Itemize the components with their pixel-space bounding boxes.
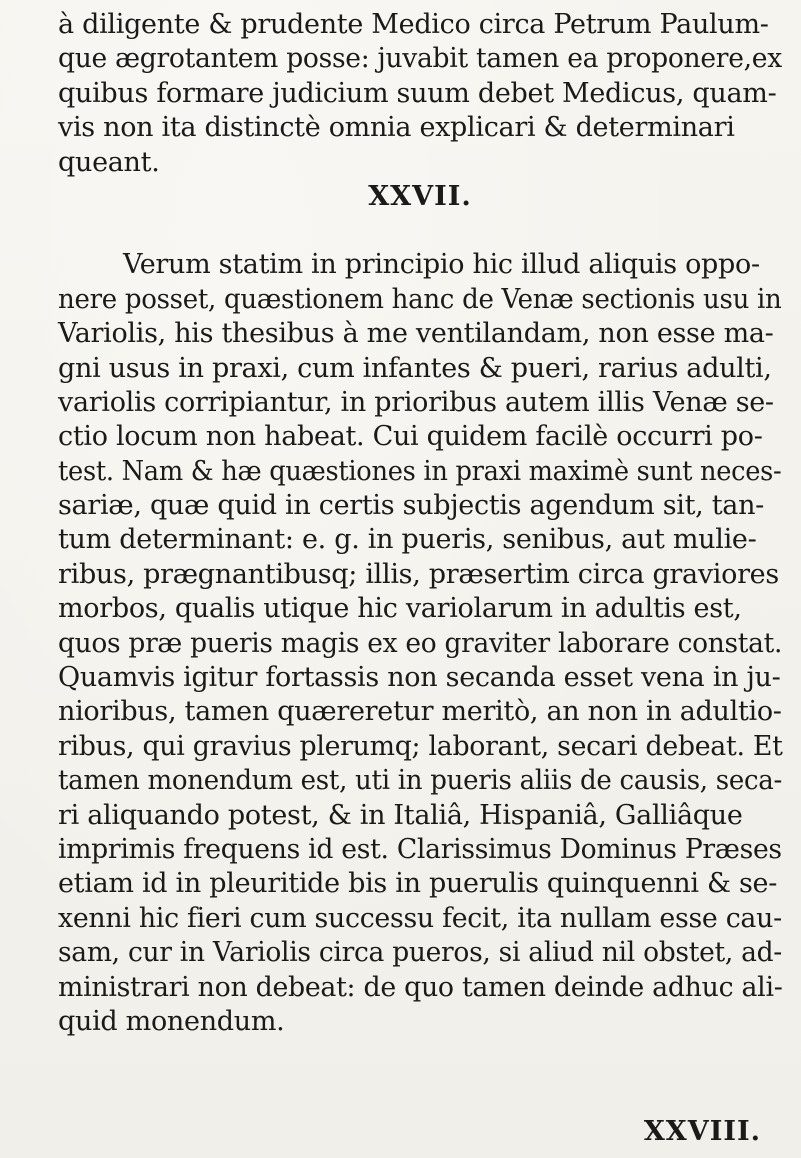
- spacer: [58, 214, 782, 248]
- text-line: à diligente & prudente Medico circa Petrum Paulum-: [58, 9, 769, 40]
- text-line: tamen monendum est, uti in pueris aliis de causis, seca-: [58, 765, 783, 797]
- text-body: [58, 8, 782, 1039]
- text-line: gni usus in praxi, cum infantes & pueri, rarius adulti,: [58, 352, 772, 384]
- text-line: ribus, prægnantibusq; illis, præsertim circa graviores: [58, 558, 779, 590]
- catchword: XXVIII.: [643, 1116, 761, 1147]
- text-line: quibus formare judicium suum debet Medicus, quam-: [58, 77, 777, 109]
- text-line: Variolis, his thesibus à me ventilandam, non esse ma-: [58, 318, 774, 350]
- text-line: que ægrotantem posse: juvabit tamen ea proponere,ex: [58, 43, 782, 75]
- text-line: sam, cur in Variolis circa pueros, si aliud nil obstet, ad-: [58, 937, 782, 969]
- text-line: queant.: [58, 146, 160, 178]
- text-line: morbos, qualis utique hic variolarum in adultis est,: [58, 593, 742, 625]
- text-line: xenni hic fieri cum successu fecit, ita nullam esse cau-: [58, 902, 782, 934]
- text-line: test. Nam & hæ quæstiones in praxi maximè sunt neces-: [58, 455, 782, 487]
- text-line: nere posset, quæstionem hanc de Venæ sectionis usu in: [58, 283, 782, 315]
- section-heading: XXVII.: [368, 180, 472, 212]
- text-line: ri aliquando potest, & in Italiâ, Hispaniâ, Galliâque: [58, 799, 743, 831]
- text-line: nioribus, tamen quæreretur meritò, an non in adultio-: [58, 696, 782, 728]
- text-line: quos præ pueris magis ex eo graviter laborare constat.: [58, 627, 783, 659]
- text-line: sariæ, quæ quid in certis subjectis agendum sit, tan-: [58, 490, 764, 522]
- text-line: ministrari non debeat: de quo tamen deinde adhuc ali-: [58, 971, 783, 1003]
- text-line: Verum statim in principio hic illud aliquis oppo-: [123, 249, 760, 281]
- text-line: quid monendum.: [58, 1005, 285, 1037]
- text-line: vis non ita distinctè omnia explicari & determinari: [58, 112, 735, 144]
- text-line: variolis corripiantur, in prioribus autem illis Venæ se-: [58, 386, 774, 418]
- text-line: ribus, qui gravius plerumq; laborant, secari debeat. Et: [58, 730, 783, 762]
- text-line: imprimis frequens id est. Clarissimus Dominus Præses: [58, 833, 782, 865]
- text-line: tum determinant: e. g. in pueris, senibus, aut mulie-: [58, 524, 757, 556]
- text-line: ctio locum non habeat. Cui quidem facilè occurri po-: [58, 421, 763, 453]
- text-line: Quamvis igitur fortassis non secanda esset vena in ju-: [58, 662, 781, 694]
- text-line: etiam id in pleuritide bis in puerulis quinquenni & se-: [58, 868, 778, 900]
